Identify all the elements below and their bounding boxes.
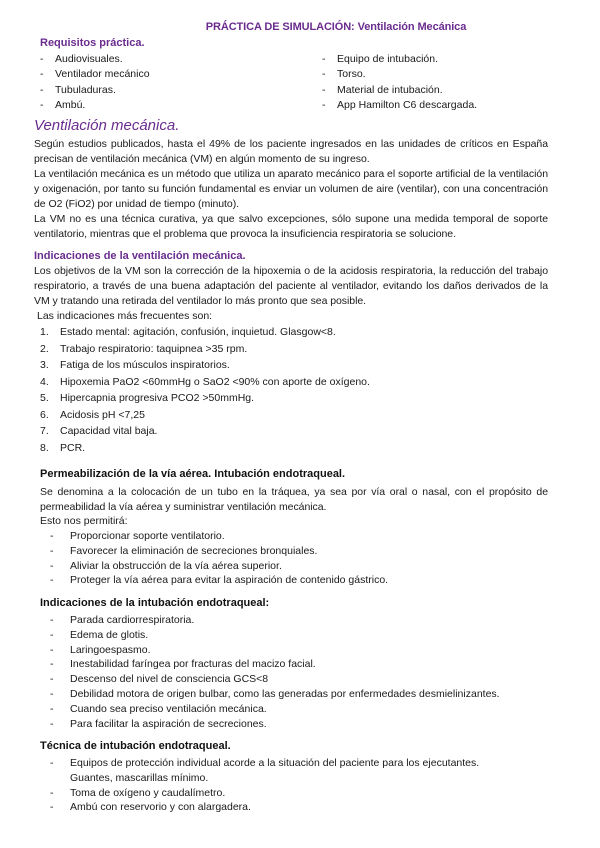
- list-item: - Toma de oxígeno y caudalímetro.: [50, 786, 226, 799]
- list-item: 5. Hipercapnia progresiva PCO2 >50mmHg.: [40, 392, 255, 404]
- indications-lead: Las indicaciones más frecuentes son:: [37, 310, 213, 322]
- list-item: 4. Hipoxemia PaO2 <60mmHg o SaO2 <90% con aporte de oxígeno.: [40, 375, 370, 388]
- list-item: - Proteger la vía aérea para evitar la aspiración de contenido gástrico.: [50, 574, 389, 587]
- requirements-left-list: [40, 52, 150, 113]
- list-item: - Proporcionar soporte ventilatorio.: [50, 530, 225, 542]
- list-item: - Equipo de intubación.: [322, 53, 438, 65]
- intro-paragraph-2: La ventilación mecánica es un método que utiliza un aparato mecánico para el soporte artificial de la ventilación y oxigenación, por tanto su función fundamental es enviar un volumen de aire (ventilar), con una concentración de O2 (FiO2) por unidad de tiempo (minuto).: [34, 168, 548, 211]
- indications-paragraph: Los objetivos de la VM son la corrección de la hipoxemia o de la acidosis respiratoria, la reducción del trabajo respiratorio, a través de una buena adaptación del paciente al ventilador, evitando los daños derivados de la VM y tratando una retirada del ventilador lo más pronto que sea posible.: [34, 265, 548, 308]
- section-title: Ventilación mecánica.: [34, 117, 180, 134]
- list-item: 1. Estado mental: agitación, confusión, inquietud. Glasgow<8.: [40, 326, 336, 338]
- intubation-indications-list: [50, 613, 550, 731]
- airway-paragraph: Se denomina a la colocación de un tubo en la tráquea, ya sea por vía oral o nasal, con el propósito de permeabilidad la vía aérea y suministrar ventilación mecánica.: [40, 486, 548, 514]
- list-item: - Ventilador mecánico: [40, 68, 150, 81]
- list-item: - Para facilitar la aspiración de secreciones.: [50, 717, 267, 730]
- document-title: PRÁCTICA DE SIMULACIÓN: Ventilación Mecánica: [205, 21, 467, 33]
- intro-paragraph-3: La VM no es una técnica curativa, ya que salvo excepciones, sólo supone una medida temporal de soporte ventilatorio, mientras que el problema que provoca la insuficiencia respiratoria se solucione.: [34, 213, 548, 241]
- list-item: - Equipos de protección individual acorde a la situación del paciente para los ejecutantes. Guantes, mascarillas mínimo.: [50, 757, 480, 784]
- list-item: - Material de intubación.: [322, 83, 443, 96]
- technique-list: [50, 756, 520, 815]
- requirements-heading: Requisitos práctica.: [40, 37, 145, 49]
- intro-paragraph-1: Según estudios publicados, hasta el 49% de los paciente ingresados en las unidades de críticos en España precisan de ventilación mecánica (VM) en algún momento de su ingreso.: [34, 138, 548, 166]
- indications-list: [40, 324, 370, 456]
- list-item: - Ambú.: [40, 98, 86, 111]
- airway-list: [50, 529, 550, 588]
- list-item: 6. Acidosis pH <7,25: [40, 408, 145, 421]
- list-item: - Favorecer la eliminación de secreciones bronquiales.: [50, 544, 318, 557]
- technique-heading: Técnica de intubación endotraqueal.: [40, 740, 231, 752]
- list-item: - Cuando sea preciso ventilación mecánica.: [50, 702, 267, 715]
- list-item: 2. Trabajo respiratorio: taquipnea >35 rpm.: [40, 342, 248, 355]
- list-item: 8. PCR.: [40, 441, 86, 454]
- list-item: - Aliviar la obstrucción de la vía aérea superior.: [50, 559, 282, 572]
- list-item: - Tubuladuras.: [40, 83, 116, 96]
- list-item: - App Hamilton C6 descargada.: [322, 98, 478, 111]
- airway-heading: Permeabilización de la vía aérea. Intubación endotraqueal.: [40, 468, 346, 480]
- list-item: - Debilidad motora de origen bulbar, como las generadas por enfermedades desmielinizantes.: [50, 687, 500, 700]
- list-item: - Edema de glotis.: [50, 628, 149, 641]
- requirements-right-list: [322, 52, 477, 113]
- list-item: 3. Fatiga de los músculos inspiratorios.: [40, 359, 230, 371]
- list-item: - Laringoespasmo.: [50, 643, 151, 656]
- list-item: - Audiovisuales.: [40, 53, 123, 65]
- intubation-indications-heading: Indicaciones de la intubación endotraqueal:: [40, 597, 270, 609]
- list-item: - Parada cardiorrespiratoria.: [50, 614, 195, 626]
- list-item: - Inestabilidad faríngea por fracturas del macizo facial.: [50, 658, 316, 671]
- list-item: - Descenso del nivel de consciencia GCS<8: [50, 673, 269, 686]
- list-item: - Ambú con reservorio y con alargadera.: [50, 801, 251, 814]
- list-item: - Torso.: [322, 68, 366, 81]
- list-item: 7. Capacidad vital baja.: [40, 425, 158, 437]
- airway-lead: Esto nos permitirá:: [40, 515, 128, 527]
- indications-heading: Indicaciones de la ventilación mecánica.: [34, 250, 246, 262]
